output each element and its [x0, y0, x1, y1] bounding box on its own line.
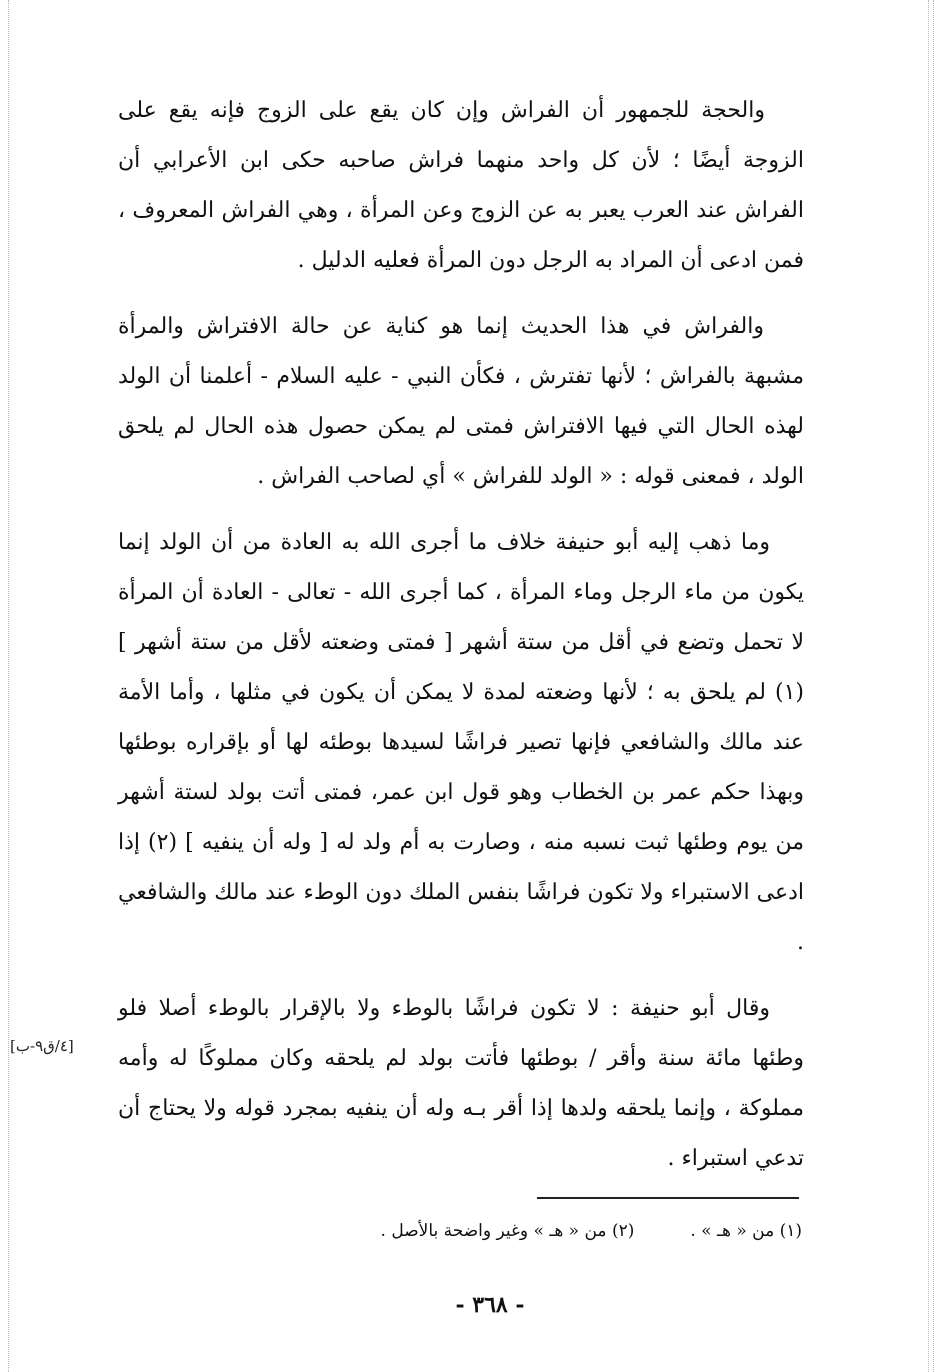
text-line: أن المرأة لا تحمل وتضع في أقل من ستة أشهر [ فمتى وضعته لأقل من [118, 580, 805, 655]
text-line: والفراش في هذا الحديث إنما هو كناية عن حالة الافتراش والمرأة [118, 314, 764, 339]
footnote-1: (١) من « هـ » . [690, 1221, 802, 1241]
scan-edge-right-outer [933, 0, 934, 1372]
text-line: وما ذهب إليه أبو حنيفة خلاف ما أجرى الله به العادة من أن الولد [159, 530, 771, 555]
paragraph-4 [118, 984, 804, 1184]
text-line: مثلها ، وأما الأمة عند مالك والشافعي فإنها تصير فراشًا لسيدها بوطئه [118, 680, 804, 755]
text-line: والحجة للجمهور أن الفراش وإن كان يقع على الزوج فإنه يقع على [118, 98, 765, 123]
text-line: وأمه مملوكة ، وإنما يلحقه ولدها إذا أقر بـه وله أن ينفيه بمجرد قوله ولا [118, 1046, 804, 1121]
scan-edge-right [928, 0, 929, 1372]
text-line: الزوجة أيضًا ؛ لأن كل واحد منهما فراش صاحبه حكى ابن الأعرابي [152, 148, 804, 173]
footnotes [270, 1218, 802, 1244]
text-line: الملك دون الوطء عند مالك والشافعي . [118, 880, 804, 955]
text-line: لها أو بإقراره بوطئها وبهذا حكم عمر بن الخطاب وهو قول ابن عمر، [118, 730, 804, 805]
page-number: - ٣٦٨ - [455, 1292, 525, 1318]
text-line: مشبهة بالفراش ؛ لأنها تفترش ، فكأن النبي - عليه السلام - أعلمنا [199, 364, 804, 389]
scan-edge-left [8, 0, 9, 1372]
footnote-separator [537, 1197, 799, 1199]
manuscript-folio-marker: [٤/ق٩-ب] [10, 1037, 74, 1055]
text-line: الحال لم يلحق الولد ، فمعنى قوله : « الولد للفراش » أي لصاحب [118, 414, 804, 489]
paragraph-1 [118, 86, 804, 286]
text-line: الفراش . [257, 464, 341, 489]
text-line: وقال أبو حنيفة : لا تكون فراشًا بالوطء ولا بالإقرار بالوطء أصلا [158, 996, 770, 1021]
text-line: أن الولد لهذه الحال التي فيها الافتراش فمتى لم يمكن حصول هذه [118, 364, 804, 439]
text-line: ستة أشهر ] (١) لم يلحق به ؛ لأنها وضعته لمدة لا يمكن أن يكون في [118, 630, 805, 705]
paragraph-3 [118, 518, 804, 968]
text-line: المعروف ، فمن ادعى أن المراد به الرجل دون المرأة فعليه الدليل . [118, 198, 804, 273]
main-text [118, 86, 804, 1184]
text-line: يحتاج أن تدعي استبراء . [118, 1096, 804, 1171]
text-line: أن الفراش عند العرب يعبر به عن الزوج وعن المرأة ، وهي الفراش [118, 148, 804, 223]
footnote-2: (٢) من « هـ » وغير واضحة بالأصل . [380, 1221, 635, 1241]
text-line: فلو وطئها مائة سنة وأقر / بوطئها فأتت بولد لم يلحقه وكان مملوكًا له [118, 996, 804, 1071]
paragraph-2 [118, 302, 804, 502]
text-line: إنما يكون من ماء الرجل وماء المرأة ، كما أجرى الله - تعالى - العادة [118, 530, 804, 605]
text-line: أم ولد له [ وله أن ينفيه ] (٢) إذا ادعى الاستبراء ولا تكون فراشًا بنفس [118, 830, 804, 905]
text-line: فمتى أتت بولد لستة أشهر من يوم وطئها ثبت نسبه منه ، وصارت به [118, 780, 805, 855]
